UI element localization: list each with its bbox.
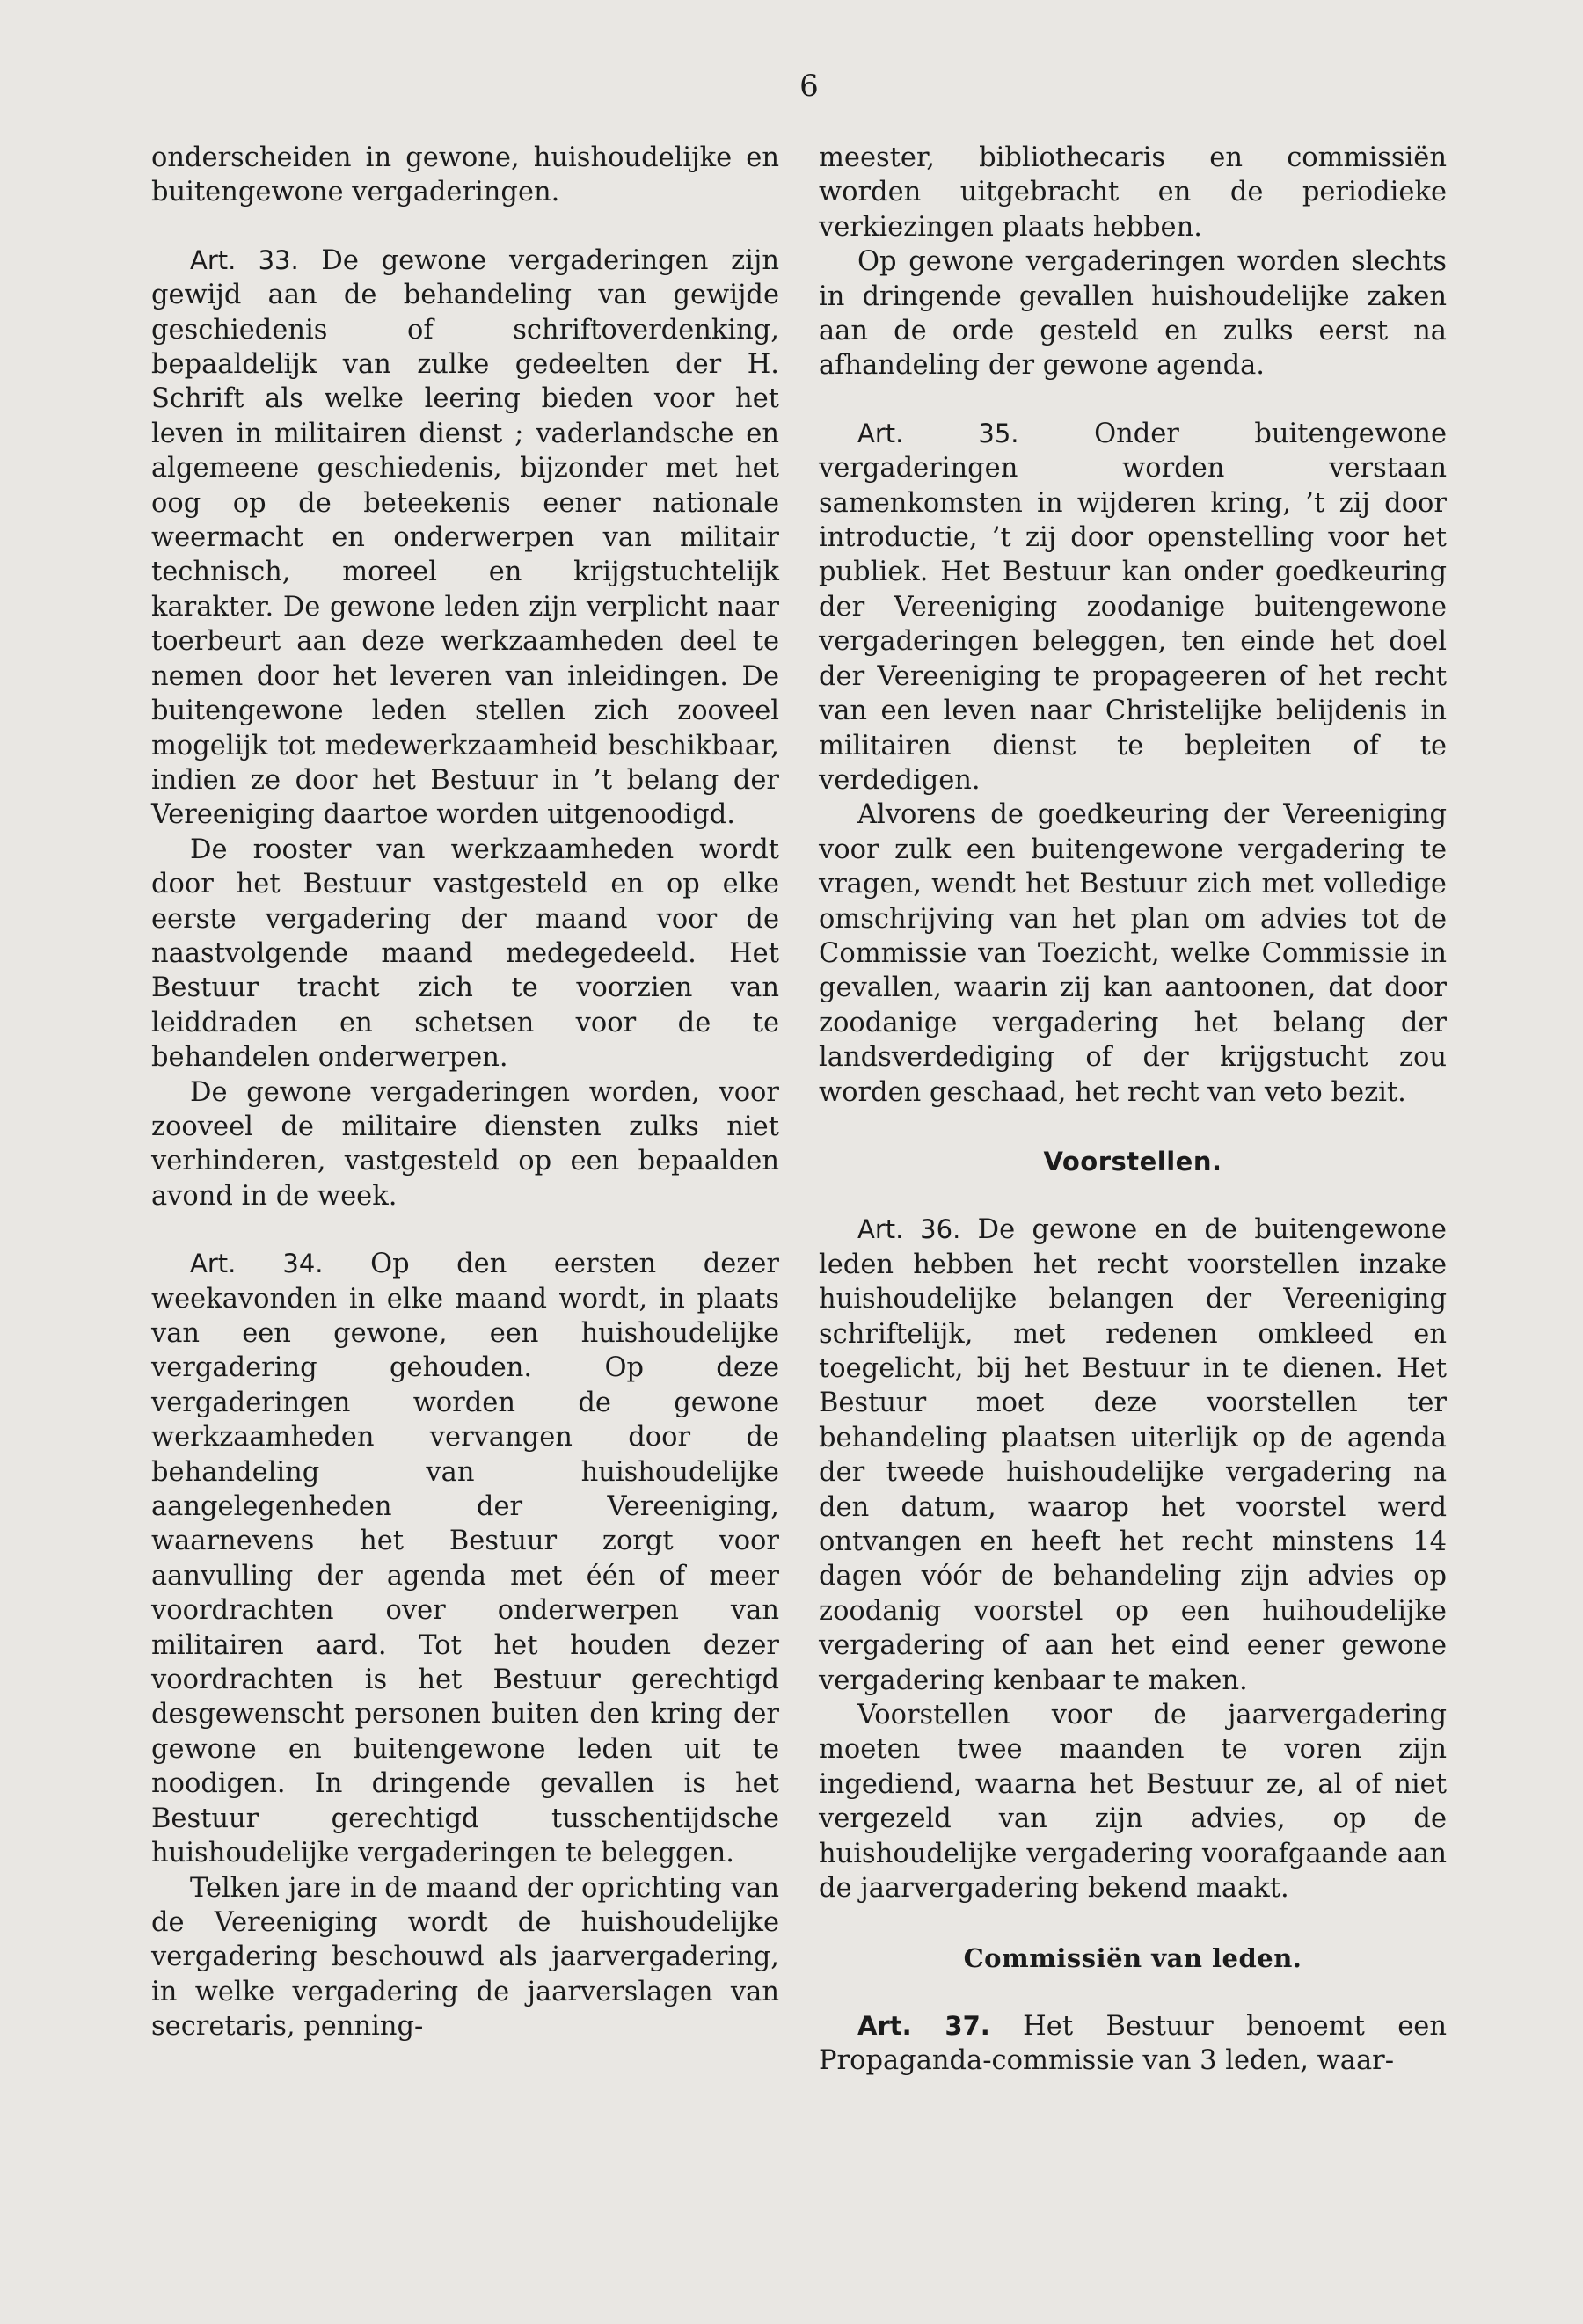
article-text: De gewone vergaderingen zijn gewijd aan de behandeling van gewijde geschiedenis of schriftoverdenking, bepaaldelijk van zulke gedeelten der H. Schrift als welke leering bieden voor het leven in militairen dienst ; vaderlandsche en algemeene geschiedenis, bijzonder met het oog op de beteekenis eener nationale weermacht en onderwerpen van militair technisch, moreel en krijgstuchtelijk karakter. De gewone leden zijn verplicht naar toerbeurt aan deze werkzaamheden deel te nemen door het leveren van inleidingen. De buitengewone leden stellen zich zooveel mogelijk tot medewerkzaamheid beschikbaar, indien ze door het Bestuur in ’t belang der Vereeniging daartoe worden uitgenoodigd. — [151, 244, 779, 831]
article-label: Art. 33. — [190, 244, 299, 275]
right-column — [819, 141, 1447, 2079]
paragraph: De rooster van werkzaamheden wordt door het Bestuur vastgesteld en op elke eerste vergadering der maand voor de naastvolgende maand medegedeeld. Het Bestuur tracht zich te voorzien van leiddraden en schetsen voor de te behandelen onderwerpen. — [151, 834, 779, 1074]
article-36 — [819, 1213, 1447, 1698]
paragraph: Alvorens de goedkeuring der Vereeniging voor zulk een buitengewone vergadering te vragen, wendt het Bestuur zich met volledige omschrijving van het plan om advies tot de Commissie van Toezicht, welke Commissie in gevallen, waarin zij kan aantoonen, dat door zoodanige vergadering het belang der landsverdediging of der krijgstucht zou worden geschaad, het recht van veto bezit. — [819, 799, 1447, 1108]
page-number: 6 — [799, 69, 819, 104]
section-heading-voorstellen: Voorstellen. — [1043, 1146, 1222, 1177]
article-label: Art. 34. — [190, 1249, 324, 1279]
paragraph-continuation: meester, bibliothecaris en commissiën worden uitgebracht en de periodieke verkiezingen plaats hebben. — [819, 142, 1447, 243]
section-heading-commissien: Commissiën van leden. — [963, 1942, 1302, 1973]
article-text: Onder buitengewone vergaderingen worden verstaan samenkomsten in wijderen kring, ’t zij door introductie, ’t zij door openstelling voor het publiek. Het Bestuur kan onder goedkeuring der Vereeniging zoodanige buitengewone vergaderingen beleggen, ten einde het doel der Vereeniging te propageeren of het recht van een leven naar Christelijke belijdenis in militairen dienst te bepleiten of te verdedigen. — [819, 418, 1447, 796]
article-35 — [819, 417, 1447, 798]
article-label: Art. 35. — [857, 418, 1019, 448]
paragraph: Op gewone vergaderingen worden slechts in dringende gevallen huishoudelijke zaken aan de orde gesteld en zulks eerst na afhandeling der gewone agenda. — [819, 246, 1447, 382]
paragraph-continuation: onderscheiden in gewone, huishoudelijke en buitengewone vergaderingen. — [151, 142, 779, 208]
article-text: Het Bestuur benoemt een Propaganda-commissie van 3 leden, waar- — [819, 2010, 1447, 2077]
left-column — [151, 141, 779, 2044]
article-text: De gewone en de buitengewone leden hebben het recht voorstellen inzake huishoudelijke belangen der Vereeniging schriftelijk, met redenen omkleed en toegelicht, bij het Bestuur in te dienen. Het Bestuur moet deze voorstellen ter behandeling plaatsen uiterlijk op de agenda der tweede huishoudelijke vergadering na den datum, waarop het voorstel werd ontvangen en heeft het recht minstens 14 dagen vóór de behandeling zijn advies op zoodanig voorstel op een huihoudelijke vergadering of aan het eind eener gewone vergadering kenbaar te maken. — [819, 1214, 1447, 1696]
paragraph: Voorstellen voor de jaarvergadering moeten twee maanden te voren zijn ingediend, waarna het Bestuur ze, al of niet vergezeld van zijn advies, op de huishoudelijke vergadering voorafgaande aan de jaarvergadering bekend maakt. — [819, 1700, 1447, 1905]
article-37 — [819, 2009, 1447, 2079]
paragraph: De gewone vergaderingen worden, voor zooveel de militaire diensten zulks niet verhinderen, vastgesteld op een bepaalden avond in de week. — [151, 1076, 779, 1212]
paragraph: Telken jare in de maand der oprichting van de Vereeniging wordt de huishoudelijke vergadering beschouwd als jaarvergadering, in welke vergadering de jaarverslagen van secretaris, penning- — [151, 1872, 779, 2043]
article-34 — [151, 1247, 779, 1870]
article-label: Art. 36. — [857, 1214, 961, 1245]
article-label: Art. 37. — [857, 2010, 990, 2041]
article-text: Op den eersten dezer weekavonden in elke maand wordt, in plaats van een gewone, een huishoudelijke vergadering gehouden. Op deze vergaderingen worden de gewone werkzaamheden vervangen door de behandeling van huishoudelijke aangelegenheden der Vereeniging, waarnevens het Bestuur zorgt voor aanvulling der agenda met één of meer voordrachten over onderwerpen van militairen aard. Tot het houden dezer voordrachten is het Bestuur gerechtigd desgewenscht personen buiten den kring der gewone en buitengewone leden uit te noodigen. In dringende gevallen is het Bestuur gerechtigd tusschentijdsche huishoudelijke vergaderingen te beleggen. — [151, 1249, 779, 1869]
article-33 — [151, 244, 779, 833]
